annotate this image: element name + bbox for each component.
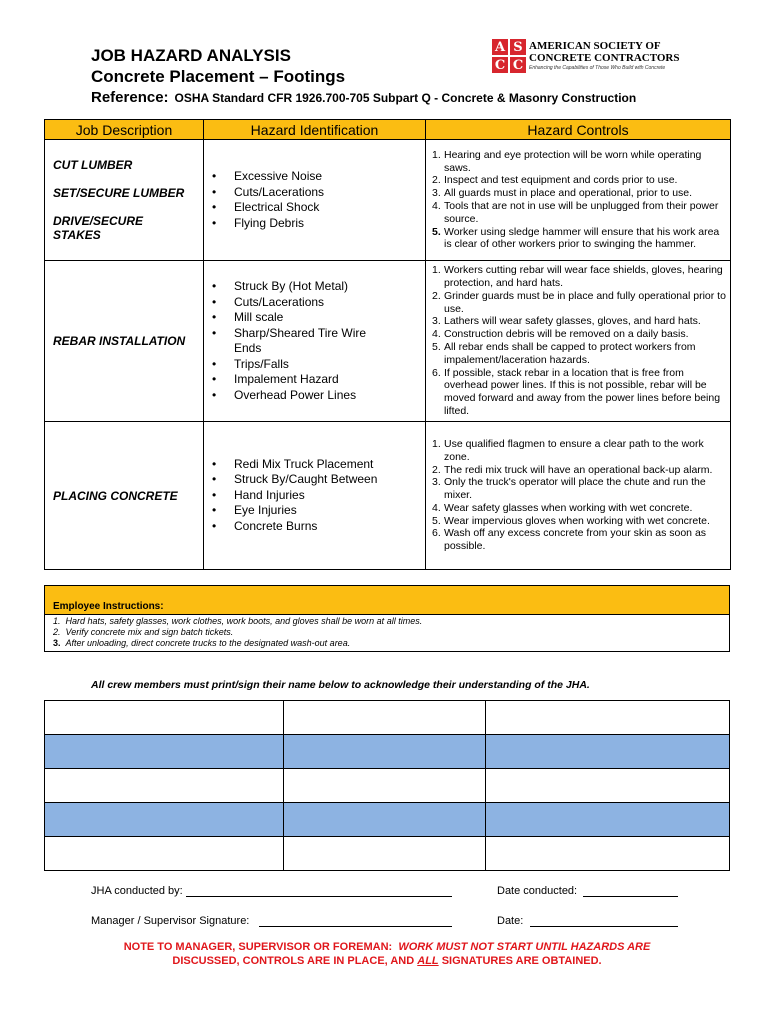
employee-instructions-heading: Employee Instructions: [45, 586, 729, 615]
manager-note [44, 940, 730, 968]
control-item: 5. Worker using sledge hammer will ensure that his work area is clear of other workers prior to swinging the hammer. [432, 225, 720, 251]
hazard-cell [204, 140, 426, 261]
table-row [45, 261, 731, 422]
signature-row [45, 803, 730, 837]
job-item: REBAR INSTALLATION [53, 334, 186, 348]
control-item: 2. Inspect and test equipment and cords prior to use. [432, 174, 678, 187]
control-item: 3. Lathers will wear safety glasses, gloves, and hard hats. [432, 315, 701, 328]
instruction-item: 3. After unloading, direct concrete trucks to the designated wash-out area. [53, 638, 351, 648]
instruction-item: 1. Hard hats, safety glasses, work clothes, work boots, and gloves shall be worn at all times. [53, 616, 423, 626]
hazard-item: • Struck By (Hot Metal) [212, 279, 425, 295]
note-line1: NOTE TO MANAGER, SUPERVISOR OR FOREMAN: WORK MUST NOT START UNTIL HAZARDS ARE [123, 941, 651, 953]
date-conducted-line[interactable] [583, 896, 678, 897]
logo-name-line1: AMERICAN SOCIETY OF [529, 40, 661, 52]
control-item: 2. The redi mix truck will have an operational back-up alarm. [432, 463, 713, 476]
job-item: CUT LUMBER [53, 158, 133, 172]
signature-cell[interactable] [45, 735, 284, 769]
date-line[interactable] [530, 926, 678, 927]
date-conducted-label: Date conducted: [497, 885, 578, 897]
signature-cell[interactable] [486, 701, 730, 735]
document-header [0, 0, 768, 110]
ascc-logo [491, 38, 691, 78]
date-label: Date: [497, 915, 524, 927]
control-item: 4. Wear safety glasses when working with wet concrete. [432, 501, 693, 514]
manager-signature-line[interactable] [259, 926, 452, 927]
table-row [45, 422, 731, 570]
document-subtitle: Concrete Placement – Footings [91, 67, 346, 86]
signature-cell[interactable] [284, 837, 486, 871]
logo-letter: C [509, 56, 527, 74]
logo-letter: C [491, 56, 509, 74]
logo-mark [491, 38, 527, 74]
signature-cell[interactable] [284, 803, 486, 837]
hazard-item: • Flying Debris [212, 216, 425, 232]
job-item: SET/SECURE LUMBER [53, 186, 185, 200]
note-line2: DISCUSSED, CONTROLS ARE IN PLACE, AND ALL SIGNATURES ARE OBTAINED. [172, 955, 602, 967]
signature-cell[interactable] [45, 701, 284, 735]
signature-row [45, 769, 730, 803]
hazard-item: • Cuts/Lacerations [212, 295, 425, 311]
signature-row [45, 735, 730, 769]
signature-row [45, 837, 730, 871]
col-header-hazard-identification: Hazard Identification [204, 120, 426, 140]
control-item: 3. All guards must in place and operational, prior to use. [432, 187, 693, 200]
signature-cell[interactable] [486, 803, 730, 837]
hazard-item: • Eye Injuries [212, 503, 425, 519]
hazard-item: • Excessive Noise [212, 169, 425, 185]
signature-cell[interactable] [45, 803, 284, 837]
signature-cell[interactable] [486, 837, 730, 871]
job-item: PLACING CONCRETE [53, 488, 178, 503]
control-item: 2. Grinder guards must be in place and fully operational prior to use. [432, 289, 726, 315]
col-header-job-description: Job Description [45, 120, 204, 140]
hazard-item: • Overhead Power Lines [212, 388, 425, 404]
control-item: 4. Construction debris will be removed on a daily basis. [432, 328, 689, 341]
signature-cell[interactable] [45, 769, 284, 803]
signature-cell[interactable] [284, 769, 486, 803]
signature-cell[interactable] [486, 769, 730, 803]
employee-instructions-list [45, 615, 729, 651]
table-header-row [45, 120, 731, 140]
hazard-item: • Mill scale [212, 310, 425, 326]
manager-signature-label: Manager / Supervisor Signature: [91, 915, 250, 927]
control-item: 4. Tools that are not in use will be unplugged from their power source. [432, 200, 719, 225]
jha-conducted-by-line[interactable] [186, 896, 452, 897]
document-title: JOB HAZARD ANALYSIS [91, 46, 291, 65]
employee-instructions-box [44, 585, 730, 652]
hazard-item: • Struck By/Caught Between [212, 472, 425, 488]
hazard-item: • Redi Mix Truck Placement [212, 457, 425, 473]
job-description-cell [45, 261, 204, 422]
hazard-cell [204, 422, 426, 570]
hazard-analysis-table [44, 119, 731, 570]
control-item: 1. Hearing and eye protection will be worn while operating saws. [432, 148, 702, 174]
logo-tagline: Enhancing the Capabilities of Those Who Build with Concrete [529, 65, 666, 71]
control-item: 1. Workers cutting rebar will wear face shields, gloves, hearing protection, and hard hats. [432, 264, 723, 290]
hazard-item: • Cuts/Lacerations [212, 185, 425, 201]
hazard-cell [204, 261, 426, 422]
signature-row [45, 701, 730, 735]
hazard-item: • Electrical Shock [212, 200, 425, 216]
signature-cell[interactable] [45, 837, 284, 871]
jha-conducted-by-label: JHA conducted by: [91, 885, 183, 897]
control-item: 5. All rebar ends shall be capped to protect workers from impalement/laceration hazards. [432, 341, 696, 366]
controls-cell [426, 422, 731, 570]
reference-label: Reference: [91, 89, 169, 106]
logo-letter: S [509, 38, 527, 56]
control-item: 6. Wash off any excess concrete from your skin as soon as possible. [432, 527, 707, 553]
signature-cell[interactable] [284, 735, 486, 769]
hazard-item: • Hand Injuries [212, 488, 425, 504]
col-header-hazard-controls: Hazard Controls [426, 120, 731, 140]
crew-signature-table [44, 700, 730, 871]
reference-line [91, 89, 636, 107]
instruction-item: 2. Verify concrete mix and sign batch tickets. [53, 627, 234, 637]
control-item: 1. Use qualified flagmen to ensure a clear path to the work zone. [432, 437, 704, 463]
hazard-item: • Trips/Falls [212, 357, 425, 373]
control-item: 6. If possible, stack rebar in a location that is free from overhead power lines. If this is not possible, rebar will be moved forward and away from the power lines before being lifted. [432, 366, 721, 417]
control-item: 5. Wear impervious gloves when working with wet concrete. [432, 514, 710, 527]
acknowledgement-text: All crew members must print/sign their name below to acknowledge their understanding of the JHA. [91, 679, 590, 691]
logo-letter: A [491, 38, 509, 56]
hazard-item: • Sharp/Sheared Tire Wire Ends [212, 326, 382, 357]
hazard-item: • Impalement Hazard [212, 372, 425, 388]
job-description-cell [45, 140, 204, 261]
signature-cell[interactable] [486, 735, 730, 769]
controls-cell [426, 140, 731, 261]
hazard-item: • Concrete Burns [212, 519, 425, 535]
reference-text: OSHA Standard CFR 1926.700-705 Subpart Q - Concrete & Masonry Construction [174, 91, 637, 105]
control-item: 3. Only the truck's operator will place the chute and run the mixer. [432, 476, 706, 502]
job-item: DRIVE/SECURE STAKES [53, 214, 144, 242]
controls-cell [426, 261, 731, 422]
logo-name-line2: CONCRETE CONTRACTORS [529, 52, 680, 64]
table-row [45, 140, 731, 261]
job-description-cell [45, 422, 204, 570]
signature-cell[interactable] [284, 701, 486, 735]
